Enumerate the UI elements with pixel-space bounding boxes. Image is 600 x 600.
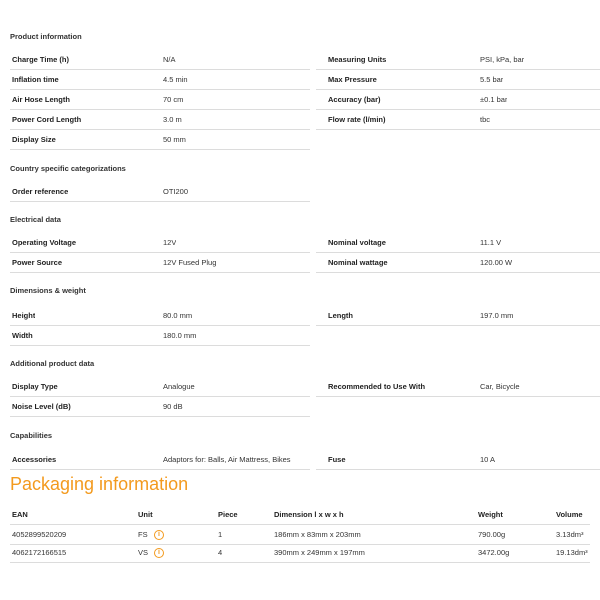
spec-row — [10, 50, 600, 70]
spec-label: Order reference — [12, 187, 69, 196]
spec-label: Air Hose Length — [12, 95, 70, 104]
spec-label: Operating Voltage — [12, 238, 77, 247]
spec-value: 11.1 V — [480, 238, 502, 247]
spec-label: Accessories — [12, 455, 57, 464]
spec-label: Display Type — [12, 382, 58, 391]
spec-label: Power Cord Length — [12, 115, 82, 124]
spec-label: Height — [12, 311, 36, 320]
spec-value: 120.00 W — [480, 258, 513, 267]
spec-row — [10, 306, 600, 326]
spec-value: N/A — [163, 55, 176, 64]
header-weight: Weight — [478, 510, 503, 519]
header-unit: Unit — [138, 510, 153, 519]
spec-value: tbc — [480, 115, 491, 124]
spec-label: Measuring Units — [328, 55, 387, 64]
row-divider — [10, 149, 310, 150]
spec-label: Power Source — [12, 258, 63, 267]
cell-piece: 4 — [218, 548, 223, 557]
cell-dimension: 390mm x 249mm x 197mm — [274, 548, 365, 557]
spec-row — [10, 233, 600, 253]
spec-row — [10, 397, 600, 417]
spec-row — [10, 110, 600, 130]
section-title-additional-product-data: Additional product data — [10, 359, 95, 368]
spec-value: 50 mm — [163, 135, 186, 144]
section-title-product-information: Product information — [10, 32, 82, 41]
header-volume: Volume — [556, 510, 583, 519]
spec-value: OTI200 — [163, 187, 189, 196]
spec-label: Charge Time (h) — [12, 55, 69, 64]
spec-value: 70 cm — [163, 95, 184, 104]
row-divider — [10, 272, 310, 273]
spec-row — [10, 377, 600, 397]
row-divider — [10, 201, 310, 202]
cell-dimension: 186mm x 83mm x 203mm — [274, 530, 361, 539]
spec-label: Nominal voltage — [328, 238, 386, 247]
packaging-title: Packaging information — [10, 474, 189, 494]
spec-label: Nominal wattage — [328, 258, 388, 267]
spec-value: 10 A — [480, 455, 496, 464]
spec-label: Display Size — [12, 135, 56, 144]
cell-volume: 3.13dm³ — [556, 530, 584, 539]
spec-label: Flow rate (l/min) — [328, 115, 386, 124]
cell-weight: 3472.00g — [478, 548, 510, 557]
packaging-table-header — [10, 505, 590, 525]
cell-unit: FS — [138, 530, 148, 539]
table-row — [10, 543, 590, 563]
spec-label: Inflation time — [12, 75, 59, 84]
cell-weight: 790.00g — [478, 530, 506, 539]
row-divider — [316, 469, 600, 470]
spec-label: Max Pressure — [328, 75, 377, 84]
spec-label: Length — [328, 311, 353, 320]
cell-ean: 4062172166515 — [12, 548, 67, 557]
spec-row — [10, 130, 600, 150]
spec-value: Car, Bicycle — [480, 382, 520, 391]
header-dimension: Dimension l x w x h — [274, 510, 344, 519]
spec-value: PSI, kPa, bar — [480, 55, 525, 64]
spec-value: 180.0 mm — [163, 331, 197, 340]
spec-value: 12V Fused Plug — [163, 258, 217, 267]
spec-value: 4.5 min — [163, 75, 188, 84]
cell-piece: 1 — [218, 530, 223, 539]
spec-value: ±0.1 bar — [480, 95, 508, 104]
spec-value: 197.0 mm — [480, 311, 514, 320]
row-divider — [10, 416, 310, 417]
section-title-capabilities: Capabilities — [10, 431, 53, 440]
spec-value: 80.0 mm — [163, 311, 193, 320]
info-icon[interactable]: i — [154, 530, 164, 540]
spec-row — [10, 90, 600, 110]
row-divider — [10, 562, 590, 563]
cell-volume: 19.13dm³ — [556, 548, 588, 557]
spec-row — [10, 326, 600, 346]
header-piece: Piece — [218, 510, 238, 519]
row-divider — [10, 345, 310, 346]
info-icon[interactable]: i — [154, 548, 164, 558]
spec-value: 90 dB — [163, 402, 183, 411]
cell-unit: VS — [138, 548, 149, 557]
spec-value: 3.0 m — [163, 115, 182, 124]
table-row — [10, 525, 590, 545]
spec-label: Fuse — [328, 455, 346, 464]
spec-value: 12V — [163, 238, 177, 247]
spec-label: Recommended to Use With — [328, 382, 426, 391]
row-divider — [316, 272, 600, 273]
spec-value: Adaptors for: Balls, Air Mattress, Bikes — [163, 455, 291, 464]
header-ean: EAN — [12, 510, 28, 519]
spec-value: Analogue — [163, 382, 195, 391]
section-title-dimensions-weight: Dimensions & weight — [10, 286, 86, 295]
section-title-electrical-data: Electrical data — [10, 215, 61, 224]
spec-row — [10, 182, 600, 202]
row-divider — [10, 469, 310, 470]
cell-ean: 4052899520209 — [12, 530, 67, 539]
spec-label: Width — [12, 331, 33, 340]
spec-row — [10, 70, 600, 90]
section-title-country-specific: Country specific categorizations — [10, 164, 126, 173]
spec-label: Accuracy (bar) — [328, 95, 381, 104]
spec-row — [10, 253, 600, 273]
spec-row — [10, 450, 600, 470]
spec-label: Noise Level (dB) — [12, 402, 71, 411]
spec-value: 5.5 bar — [480, 75, 504, 84]
